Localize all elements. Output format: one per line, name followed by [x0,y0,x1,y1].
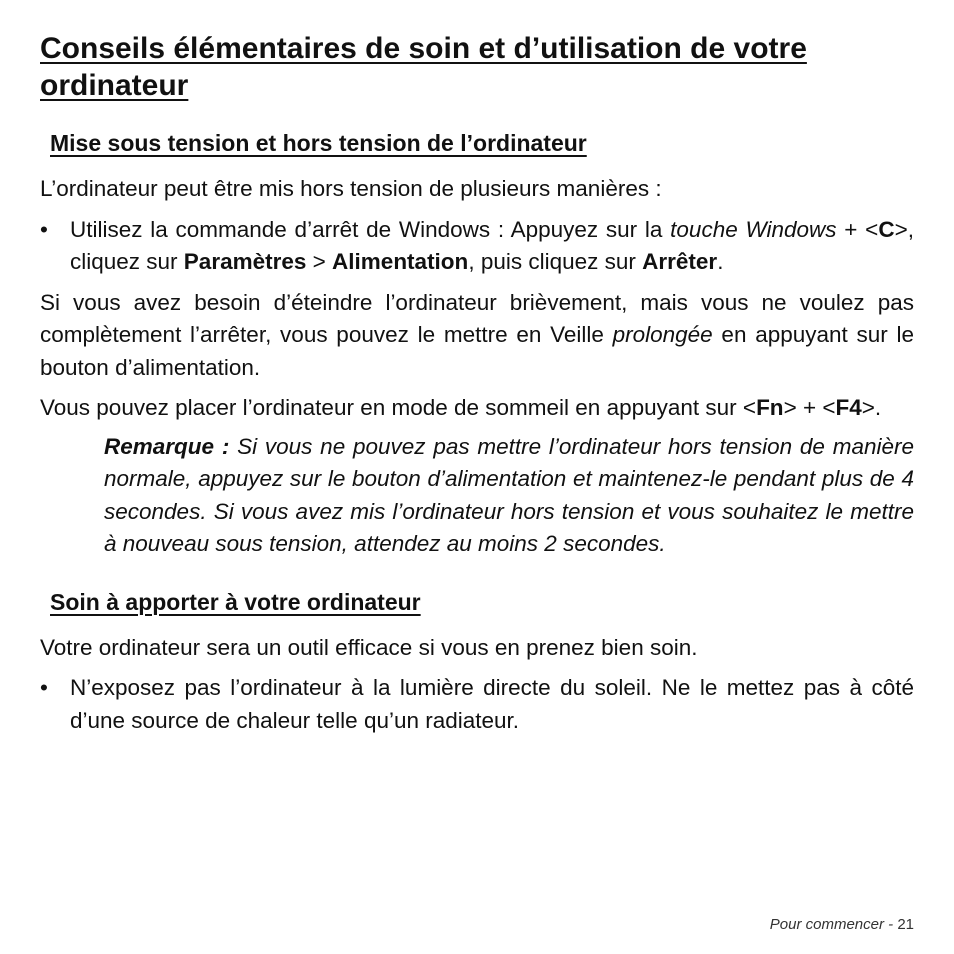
text-run: Si vous avez besoin d’éteindre l’ordinateur brièvement, mais vous ne voulez pas complètement l’arrêter, vous pouvez le mettre en Veille [40,289,914,347]
key-f4: F4 [835,395,862,420]
key-c: C [878,216,895,242]
footer-label: Pour commencer - [769,916,894,933]
text-run: N’exposez pas l’ordinateur à la lumière directe du soleil. Ne le mettez pas à côté d’une source de chaleur telle qu’un radiateur. [70,675,914,733]
page-title: Conseils élémentaires de soin et d’utilisation de votre ordinateur [40,32,807,102]
text-run: > [306,249,333,274]
power-intro-paragraph: L’ordinateur peut être mis hors tension de plusieurs manières : [40,176,662,201]
page-number: 21 [897,916,914,933]
text-run: > + < [783,395,836,420]
note-label: Remarque : [104,433,230,459]
bullet-icon: • [40,216,48,242]
menu-parametres: Paramètres [183,249,307,274]
care-intro-paragraph: Votre ordinateur sera un outil efficace si vous en prenez bien soin. [40,634,698,660]
section-title-care: Soin à apporter à votre ordinateur [50,588,421,615]
sleep-paragraph [40,287,914,385]
document-page [40,30,914,737]
text-run: + < [836,216,879,242]
power-bullet-item [40,214,914,279]
menu-alimentation: Alimentation [332,249,469,274]
text-run: en appuyant sur le bouton d’alimentation. [40,322,914,380]
text-run: Utilisez la commande d’arrêt de Windows : Appuyez sur la [70,216,671,242]
menu-arreter: Arrêter [642,249,718,274]
text-run-italic: prolongée [612,322,713,347]
key-fn: Fn [756,395,784,420]
text-run: . [717,249,724,274]
text-run: , puis cliquez sur [468,249,643,274]
note-text: Si vous ne pouvez pas mettre l’ordinateur hors tension de manière normale, appuyez sur le bouton d’alimentation et maintenez-le pendant plus de 4 secondes. Si vous avez mis l’ordinateur hors tension et vous souhaitez le mettre à nouveau sous tension, attendez au moins 2 secondes. [104,433,914,556]
bullet-icon: • [40,675,48,700]
text-run: >. [861,395,882,420]
note-paragraph [104,431,914,561]
care-bullet-item [40,672,914,737]
sleep-mode-paragraph [40,392,914,425]
section-title-power: Mise sous tension et hors tension de l’ordinateur [50,130,587,156]
page-footer [770,916,914,933]
text-run: Vous pouvez placer l’ordinateur en mode de sommeil en appuyant sur < [40,395,757,420]
text-run: >, cliquez sur [70,216,914,274]
text-run-italic: touche Windows [670,216,837,242]
